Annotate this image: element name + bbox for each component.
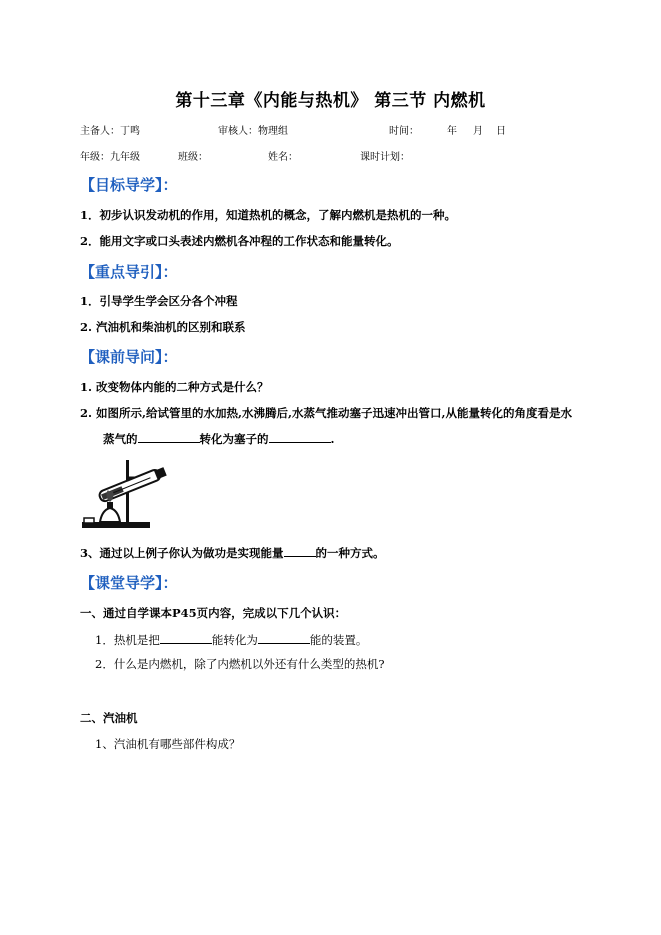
day-label: 日 [496, 126, 506, 137]
classroom-p2: 2．什么是内燃机，除了内燃机以外还有什么类型的热机? [95, 657, 385, 671]
preview-q2-line2 [103, 430, 335, 447]
preparer: 主备人：丁鸣 [80, 126, 140, 137]
q3-text-b: 的一种方式。 [315, 546, 385, 560]
blank-steam-energy[interactable] [138, 430, 200, 443]
classroom-p1 [95, 631, 367, 648]
focus-heading: 【重点导引】： [80, 263, 178, 281]
preview-heading: 【课前导问】： [80, 348, 178, 366]
blank-energy-method[interactable] [284, 544, 316, 557]
classroom-part2: 二、汽油机 [80, 711, 138, 725]
focus-item-1: 1．引导学生学会区分各个冲程 [80, 294, 238, 308]
year-label: 年 [447, 126, 457, 137]
stand-foot [84, 518, 94, 523]
alcohol-lamp [100, 508, 120, 522]
preview-q1: 1. 改变物体内能的二种方式是什么？ [80, 380, 269, 394]
schedule-label: 课时计划： [360, 152, 410, 163]
classroom-part1: 一、通过自学课本P45页内容，完成以下几个认识： [80, 606, 347, 620]
blank-plug-energy[interactable] [269, 430, 331, 443]
goals-item-1: 1．初步认识发动机的作用，知道热机的概念，了解内燃机是热机的一种。 [80, 208, 456, 222]
blank-input-energy[interactable] [160, 631, 212, 644]
reviewer: 审核人：物理组 [218, 126, 288, 137]
goals-item-2: 2．能用文字或口头表述内燃机各冲程的工作状态和能量转化。 [80, 234, 399, 248]
q3-text-a: 3、通过以上例子你认为做功是实现能量 [80, 546, 284, 560]
p1-text-b: 能转化为 [211, 633, 258, 647]
q2-text-a: 蒸气的 [103, 432, 138, 446]
classroom-p3: 1、汽油机有哪些部件构成？ [95, 737, 241, 751]
grade: 年级：九年级 [80, 152, 140, 163]
blank-output-energy[interactable] [258, 631, 310, 644]
q2-text-b: 转化为塞子的 [199, 432, 269, 446]
p1-text-a: 1．热机是把 [95, 633, 160, 647]
preview-q3 [80, 544, 385, 561]
lamp-wick [107, 502, 113, 509]
test-tube-apparatus-illustration [80, 456, 180, 532]
preview-q2-line1: 2. 如图所示,给试管里的水加热,水沸腾后,水蒸气推动塞子迅速冲出管口,从能量转化的角度看是水 [80, 406, 573, 420]
p1-text-c: 能的装置。 [309, 633, 368, 647]
page-title: 第十三章《内能与热机》 第三节 内燃机 [175, 91, 486, 111]
class-label: 班级： [178, 152, 208, 163]
month-label: 月 [473, 126, 483, 137]
classroom-heading: 【课堂导学】： [80, 574, 178, 592]
time-label: 时间： [389, 126, 419, 137]
name-label: 姓名： [268, 152, 298, 163]
goals-heading: 【目标导学】： [80, 176, 178, 194]
focus-item-2: 2. 汽油机和柴油机的区别和联系 [80, 320, 246, 334]
q2-text-c: . [330, 432, 335, 446]
